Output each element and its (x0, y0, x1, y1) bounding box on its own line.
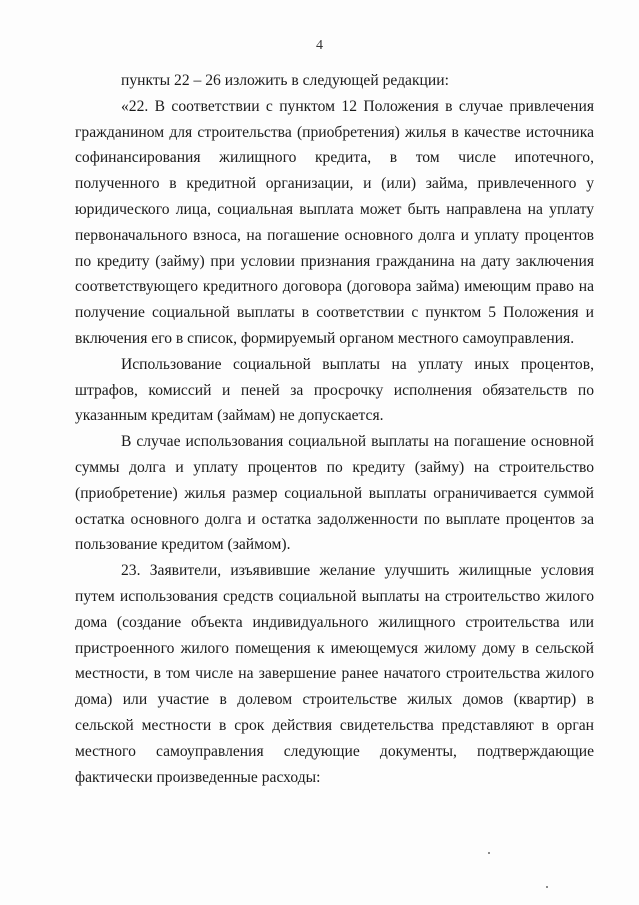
paragraph-intro: пункты 22 – 26 изложить в следующей редакции: (121, 72, 449, 89)
paragraph-debt-repayment: В случае использования социальной выплаты на погашение основной суммы долга и уплату процентов по кредиту (займу) на строительство (приобретение) жилья размер социальной выплаты ограничивается суммой остатка основного долга и остатка задолженности по выплате процентов за пользование кредитом (займом). (75, 433, 594, 554)
paragraph-use-restriction: Использование социальной выплаты на уплату иных процентов, штрафов, комиссий и пеней за просрочку исполнения обязательств по указанным кредитам (займам) не допускается. (75, 355, 594, 425)
document-body (75, 68, 594, 790)
page-number: 4 (316, 38, 323, 53)
scan-speck (488, 852, 490, 854)
paragraph-22: «22. В соответствии с пунктом 12 Положения в случае привлечения гражданином для строительства (приобретения) жилья в качестве источника софинансирования жилищного кредита, в том числе ипотечного, полученного в кредитной организации, и (или) займа, привлеченного у юридического лица, социальная выплата может быть направлена на уплату первоначального взноса, на погашение основного долга и уплату процентов по кредиту (займу) при условии признания гражданина на дату заключения соответствующего кредитного договора (договора займа) имеющим право на получение социальной выплаты в соответствии с пунктом 5 Положения и включения его в список, формируемый органом местного самоуправления. (75, 97, 594, 347)
paragraph-23: 23. Заявители, изъявившие желание улучшить жилищные условия путем использования средств социальной выплаты на строительство жилого дома (создание объекта индивидуального жилищного строительства или пристроенного жилого помещения к имеющемуся жилому дому в сельской местности, в том числе на завершение ранее начатого строительства жилого дома) или участие в долевом строительстве жилых домов (квартир) в сельской местности в срок действия свидетельства представляют в орган местного самоуправления следующие документы, подтверждающие фактически произведенные расходы: (75, 562, 594, 786)
scan-speck (546, 886, 548, 888)
